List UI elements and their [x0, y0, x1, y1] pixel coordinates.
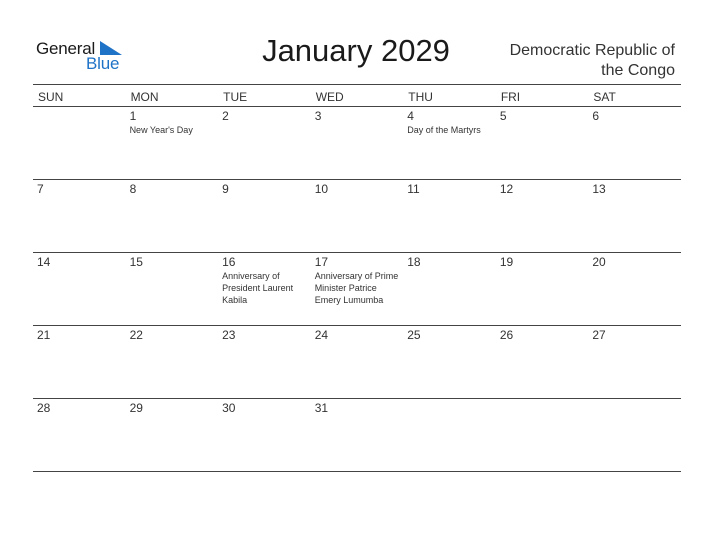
- day-cell: [588, 326, 681, 398]
- day-number: 23: [222, 328, 236, 342]
- day-cell: [588, 253, 681, 325]
- day-cell: [403, 107, 496, 179]
- day-cell: [218, 326, 311, 398]
- weekday-header: SUN: [38, 90, 64, 104]
- weekday-header: FRI: [500, 90, 521, 104]
- day-number: 12: [499, 182, 514, 196]
- day-cell: [588, 180, 681, 252]
- day-number: 17: [314, 255, 329, 269]
- week-row: [33, 326, 681, 399]
- day-cell: [311, 253, 404, 325]
- logo-blue-text: Blue: [86, 54, 120, 73]
- day-number: 30: [222, 401, 236, 415]
- day-cell: [311, 399, 404, 471]
- weekday-header: THU: [408, 90, 433, 104]
- day-number: 25: [407, 328, 421, 342]
- logo-general-text: General: [36, 39, 96, 58]
- day-cell: [403, 326, 496, 398]
- day-number: 15: [129, 255, 143, 269]
- day-cell: [588, 107, 681, 179]
- week-row: [33, 399, 681, 472]
- day-cell: [403, 180, 496, 252]
- day-number: 11: [407, 182, 420, 196]
- day-cell: [496, 107, 589, 179]
- day-cell: [588, 399, 681, 471]
- country-line-2: the Congo: [601, 62, 675, 79]
- holiday-label: Anniversary of Prime Minister Patrice Emery Lumumba: [314, 271, 399, 305]
- week-row: [33, 180, 681, 253]
- weekday-header: WED: [315, 90, 344, 104]
- day-number: 19: [499, 255, 514, 269]
- day-number: 9: [222, 182, 229, 196]
- day-cell: [403, 399, 496, 471]
- week-row: [33, 107, 681, 180]
- day-number: 1: [129, 109, 137, 123]
- weekday-header: MON: [130, 90, 159, 104]
- day-number: 7: [37, 182, 44, 196]
- day-cell: [496, 253, 589, 325]
- weeks-container: [33, 107, 681, 472]
- day-cell: [126, 253, 219, 325]
- day-number: 10: [314, 182, 329, 196]
- day-cell: [126, 326, 219, 398]
- day-number: 13: [592, 182, 606, 196]
- calendar-title: January 2029: [262, 33, 450, 68]
- day-cell: [218, 253, 311, 325]
- holiday-label: New Year's Day: [129, 125, 193, 135]
- day-number: 22: [129, 328, 143, 342]
- day-cell: [126, 180, 219, 252]
- day-number: 16: [222, 255, 236, 269]
- weekday-header: SAT: [593, 90, 616, 104]
- day-cell: [126, 107, 219, 179]
- day-cell: [218, 180, 311, 252]
- weekday-header: TUE: [223, 90, 248, 104]
- day-number: 29: [129, 401, 143, 415]
- day-number: 14: [37, 255, 51, 269]
- day-number: 26: [499, 328, 514, 342]
- day-cell: [33, 399, 126, 471]
- country-line-1: Democratic Republic of: [509, 42, 675, 59]
- day-cell: [311, 180, 404, 252]
- weekday-header-row: [33, 84, 681, 107]
- day-cell: [33, 253, 126, 325]
- day-number: 4: [407, 109, 414, 123]
- day-number: 2: [222, 109, 229, 123]
- country-name: [455, 41, 675, 81]
- day-number: 8: [129, 182, 137, 196]
- day-cell: [33, 107, 126, 179]
- day-cell: [496, 180, 589, 252]
- day-cell: [218, 107, 311, 179]
- day-cell: [496, 326, 589, 398]
- day-cell: [496, 399, 589, 471]
- day-number: 6: [592, 109, 600, 123]
- day-cell: [218, 399, 311, 471]
- week-row: [33, 253, 681, 326]
- day-cell: [33, 326, 126, 398]
- day-number: 18: [407, 255, 421, 269]
- day-cell: [311, 326, 404, 398]
- day-number: 24: [314, 328, 329, 342]
- day-cell: [33, 180, 126, 252]
- day-number: 20: [592, 255, 606, 269]
- day-number: 27: [592, 328, 606, 342]
- day-cell: [311, 107, 404, 179]
- day-number: 31: [314, 401, 329, 415]
- holiday-label: Day of the Martyrs: [407, 125, 481, 135]
- day-number: 3: [314, 109, 322, 123]
- day-number: 28: [37, 401, 51, 415]
- holiday-label: Anniversary of President Laurent Kabila: [222, 271, 294, 305]
- day-cell: [126, 399, 219, 471]
- day-number: 5: [499, 109, 507, 123]
- day-cell: [403, 253, 496, 325]
- day-number: 21: [37, 328, 51, 342]
- calendar-grid: [33, 84, 681, 472]
